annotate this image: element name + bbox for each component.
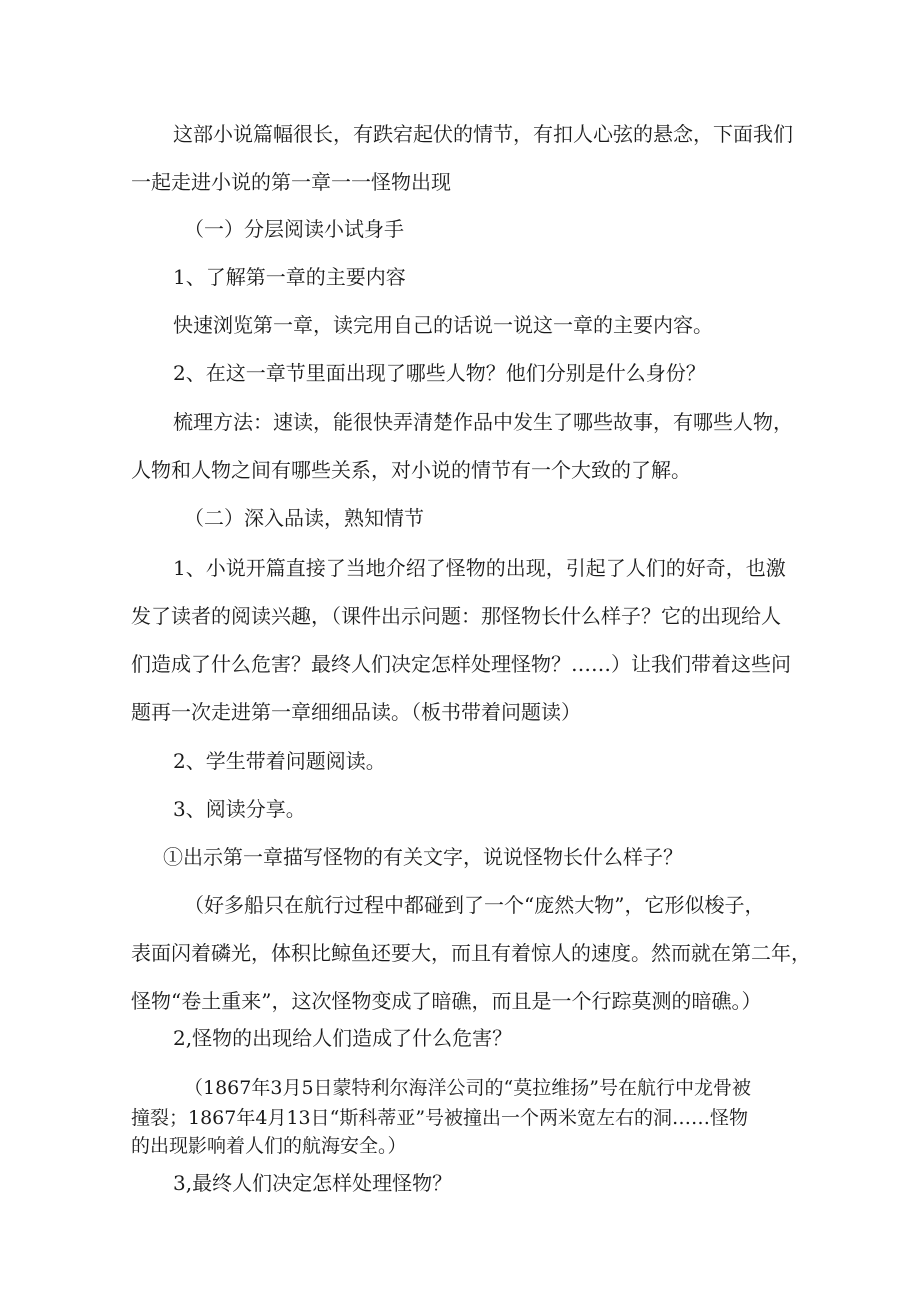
paragraph-line: 这部小说篇幅很长，有跌宕起伏的情节，有扣人心弦的悬念，下面我们 bbox=[173, 122, 793, 146]
paragraph-line: ①出示第一章描写怪物的有关文字，说说怪物长什么样子？ bbox=[163, 845, 683, 869]
paragraph-line: 2、学生带着问题阅读。 bbox=[173, 749, 386, 773]
paragraph-line: 们造成了什么危害？最终人们决定怎样处理怪物？……）让我们带着这些问 bbox=[131, 652, 791, 676]
paragraph-line: 表面闪着磷光，体积比鲸鱼还要大，而且有着惊人的速度。然而就在第二年， bbox=[131, 941, 811, 965]
paragraph-line: 发了读者的阅读兴趣，（课件出示问题：那怪物长什么样子？它的出现给人 bbox=[131, 604, 781, 628]
paragraph-line: 撞裂；1867年4月13日“斯科蒂亚”号被撞出一个两米宽左右的洞……怪物 bbox=[131, 1107, 749, 1129]
paragraph-line: 1、小说开篇直接了当地介绍了怪物的出现，引起了人们的好奇，也激 bbox=[173, 556, 786, 580]
paragraph-line: 3,最终人们决定怎样处理怪物？ bbox=[173, 1171, 453, 1195]
paragraph-line: （1867年3月5日蒙特利尔海洋公司的“莫拉维扬”号在航行中龙骨被 bbox=[184, 1077, 751, 1099]
paragraph-line: 题再一次走进第一章细细品读。（板书带着问题读） bbox=[131, 700, 581, 724]
paragraph-line: 2,怪物的出现给人们造成了什么危害？ bbox=[173, 1026, 513, 1050]
paragraph-line: 快速浏览第一章，读完用自己的话说一说这一章的主要内容。 bbox=[173, 313, 713, 337]
paragraph-line: 的出现影响着人们的航海安全。） bbox=[131, 1135, 407, 1157]
paragraph-line: 怪物“卷土重来”，这次怪物变成了暗礁，而且是一个行踪莫测的暗礁。） bbox=[131, 989, 762, 1013]
section-heading: （二）深入品读，熟知情节 bbox=[184, 506, 424, 530]
paragraph-line: 2、在这一章节里面出现了哪些人物？他们分别是什么身份？ bbox=[173, 361, 706, 385]
paragraph-line: 人物和人物之间有哪些关系，对小说的情节有一个大致的了解。 bbox=[131, 458, 691, 482]
paragraph-line: （好多船只在航行过程中都碰到了一个“庞然大物”，它形似梭子， bbox=[184, 893, 765, 917]
paragraph-line: 梳理方法：速读，能很快弄清楚作品中发生了哪些故事，有哪些人物， bbox=[173, 410, 793, 434]
paragraph-line: 一起走进小说的第一章一一怪物出现 bbox=[131, 170, 451, 194]
paragraph-line: 1、了解第一章的主要内容 bbox=[173, 265, 406, 289]
paragraph-line: 3、阅读分享。 bbox=[173, 797, 306, 821]
section-heading: （一）分层阅读小试身手 bbox=[184, 217, 404, 241]
